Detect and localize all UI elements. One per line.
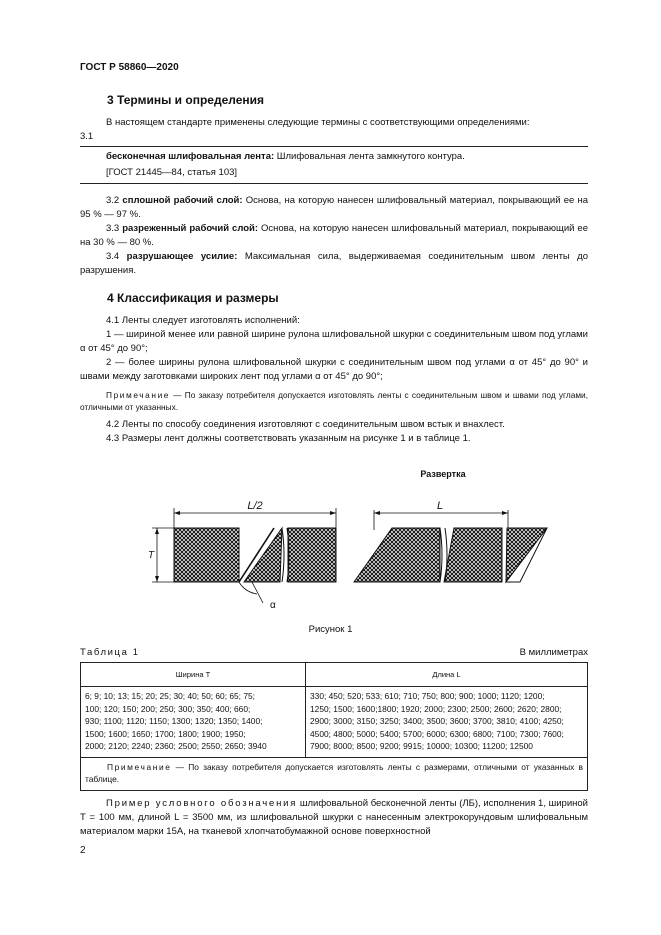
length-values-line: 4500; 4800; 5000; 5400; 5700; 6000; 6300; 6800; 7100; 7300; 7600; [310,728,564,739]
header-width [81,663,306,687]
item-4-1-variant-1: 1 — шириной менее или равной ширине рулона шлифовальной шкурки с соединительным швом под углами α от 45° до 90°; [80,329,588,354]
item-3-2 [80,194,588,222]
table-note-cell [81,757,588,790]
item-3-1-number: 3.1 [80,131,94,142]
intro-text: В настоящем стандарте применены следующие термины с соответствующими определениями: [106,117,530,128]
term-3-4: разрушающее усилие: [126,251,238,262]
section-3-title: 3 Термины и определения [107,93,265,107]
section-3-intro [80,116,588,144]
header-width-text: Ширина T [175,670,211,679]
width-values-cell [81,687,306,758]
table-label: Таблица 1 [80,647,140,658]
term-3-1: бесконечная шлифовальная лента: [106,151,275,162]
item-4-3: 4.3 Размеры лент должны соответствовать указанным на рисунке 1 и в таблице 1. [106,433,471,444]
example-lead: Пример условного обозначения [106,798,298,809]
width-values-line: 100; 120; 150; 200; 250; 300; 350; 400; 660; [85,703,251,714]
angle-alpha: α [270,600,276,611]
page-number: 2 [80,845,86,856]
header-length-text: Длина L [432,670,461,679]
table-units: В миллиметрах [519,647,588,658]
item-3-3 [80,222,588,250]
term-3-3: разреженный рабочий слой: [122,223,259,234]
definition-3-1: Шлифовальная лента замкнутого контура. [276,151,465,162]
item-4-1: 4.1 Ленты следует изготовлять исполнений: [106,315,300,326]
width-values-line: 1500; 1600; 1650; 1700; 1800; 1900; 1950; [85,728,246,739]
dimensions-table [80,662,588,791]
length-values-line: 7900; 8000; 8500; 9200; 9915; 10000; 10300; 11200; 12500 [310,741,533,751]
item-4-1-variant-2: 2 — более ширины рулона шлифовальной шкурки с соединительным швом под углами α от 45° до 90° и швами между заготовками широких лент под углами α от 45° до 90°; [80,357,588,382]
item-3-4 [80,250,588,278]
length-values-line: 330; 450; 520; 533; 610; 710; 750; 800; 900; 1000; 1120; 1200; [310,691,545,701]
belt-half-view [148,500,336,611]
length-values-line: 2900; 3000; 3150; 3250; 3400; 3500; 3600; 3700; 3810; 4100; 4250; [310,716,564,726]
dimension-half-length: L/2 [247,500,263,512]
table-header-row [81,663,588,687]
dimension-full-length: L [436,500,444,512]
example-text: шлифовальной бесконечной ленты (ЛБ), исполнения 1, шириной T = 100 мм, длиной L = 3500 мм, из шлифовальной шкурки с нанесенным электрокорундовым шлифовальным материалом марки 15А, на тканевой хлопчатобумажной основе поверхностной [80,798,588,837]
width-values-line: 2000; 2120; 2240; 2360; 2500; 2550; 2650; 3940 [85,741,267,751]
definition-3-3: Основа, на которую нанесен шлифовальный материал, покрывающий ее на 30 % — 80 %. [80,223,588,248]
document-code: ГОСТ Р 58860—2020 [80,62,179,73]
table-note-row [81,757,588,790]
term-3-1-box [80,146,588,184]
width-values-line: 930; 1100; 1120; 1150; 1300; 1320; 1350; 1400; [85,716,263,726]
dimension-width: T [147,550,155,561]
note-4-1 [80,389,588,413]
term-3-2: сплошной рабочий слой: [122,195,243,206]
header-length [306,663,588,687]
razvertka-label: Развертка [420,469,466,479]
figure-caption: Рисунок 1 [308,624,353,635]
length-values-line: 1250; 1500; 1600;1800; 1920; 2000; 2300; 2500; 2600; 2620; 2800; [310,703,562,714]
note-label: Примечание [106,390,171,400]
term-3-1-line [106,150,465,164]
length-values-cell [306,687,588,758]
table-note-label: Примечание [107,761,172,772]
table-row [81,687,588,758]
table-note-text: — По заказу потребителя допускается изготовлять ленты с размерами, отличными от указанных в таблице. [85,761,583,784]
item-4-2: 4.2 Ленты по способу соединения изготовляют с соединительным швом встык и внахлест. [106,419,505,430]
definition-3-2: Основа, на которую нанесен шлифовальный материал, покрывающий ее на 95 % — 97 %. [80,195,589,220]
section-4-title: 4 Классификация и размеры [107,291,279,305]
belt-development-view [354,500,547,582]
note-text: — По заказу потребителя допускается изготовлять ленты с соединительным швом и швами под углами, отличными от указанных. [80,390,588,412]
width-values-line: 6; 9; 10; 13; 15; 20; 25; 30; 40; 50; 60; 65; 75; [85,691,255,701]
item-3-2-number: 3.2 [106,195,120,206]
figure-1-drawing [140,462,560,612]
definition-3-4: Максимальная сила, выдерживаемая соединительным швом ленты до разрушения. [80,251,589,276]
item-3-3-number: 3.3 [106,223,120,234]
designation-example [80,797,588,839]
item-3-4-number: 3.4 [106,251,120,262]
reference-3-1: [ГОСТ 21445—84, статья 103] [106,167,238,178]
